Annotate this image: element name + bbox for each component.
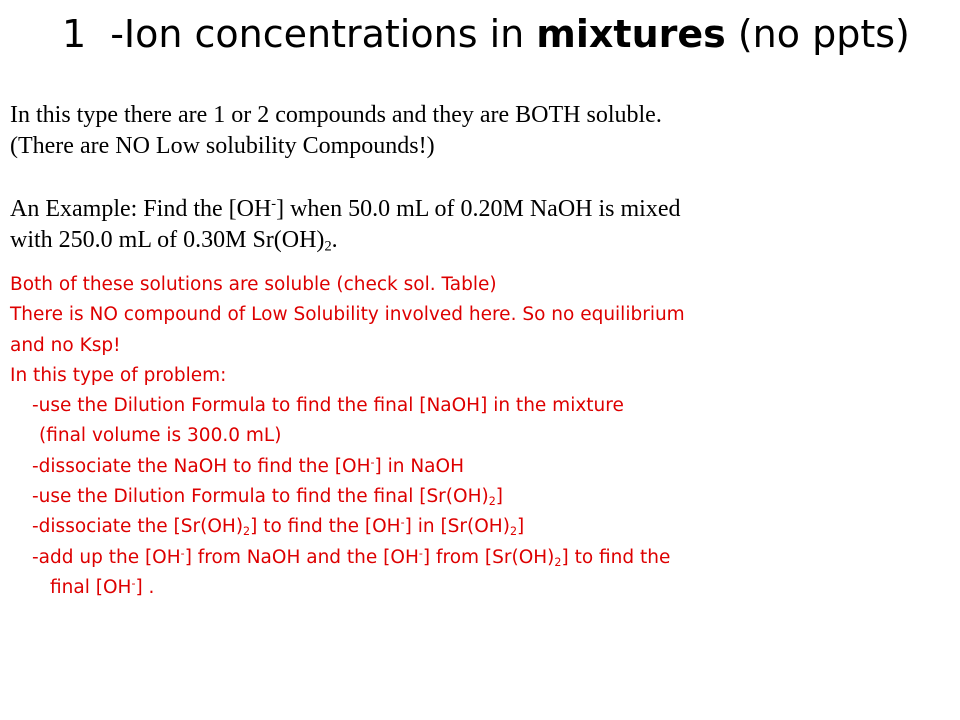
- step-text: -use the Dilution Formula to find the final [Sr(OH): [32, 486, 489, 508]
- step-text: -dissociate the NaOH to find the [OH: [32, 455, 371, 477]
- step-text: -dissociate the [Sr(OH): [32, 516, 244, 538]
- superscript: -: [180, 546, 185, 560]
- title-suffix: (no ppts): [725, 12, 910, 56]
- superscript: -: [271, 196, 277, 213]
- title-prefix: -Ion concentrations in: [110, 12, 537, 56]
- note-line: and no Ksp!: [10, 334, 121, 356]
- example-text: with 250.0 mL of 0.30M Sr(OH): [10, 227, 325, 253]
- title-bold-word: mixtures: [536, 12, 726, 56]
- subscript: 2: [488, 494, 496, 508]
- slide-number: 1: [62, 12, 87, 56]
- step-line: -use the Dilution Formula to find the final [NaOH] in the mixture: [32, 395, 624, 417]
- slide-title: [62, 8, 910, 60]
- step-text: ] to find the: [561, 546, 671, 568]
- step-text: ] in NaOH: [374, 455, 464, 477]
- note-line: Both of these solutions are soluble (check sol. Table): [10, 274, 497, 295]
- step-text: ] in [Sr(OH): [404, 516, 510, 538]
- step-text: ]: [517, 516, 525, 538]
- subscript: 2: [509, 525, 517, 539]
- superscript: -: [418, 546, 423, 560]
- step-line: [10, 452, 685, 482]
- step-line: [10, 512, 685, 542]
- intro-line-1: In this type there are 1 or 2 compounds and they are BOTH soluble.: [10, 102, 662, 128]
- superscript: -: [370, 455, 375, 469]
- step-text: -add up the [OH: [32, 546, 181, 568]
- step-line: [10, 573, 685, 603]
- example-paragraph: [10, 194, 680, 256]
- intro-line-2: (There are NO Low solubility Compounds!): [10, 133, 435, 159]
- step-line: [10, 543, 685, 573]
- example-line-1: [10, 194, 680, 225]
- subscript: 2: [554, 555, 562, 569]
- step-text: final [OH: [50, 576, 132, 598]
- step-line: [10, 482, 685, 512]
- example-text: An Example: Find the [OH: [10, 196, 272, 222]
- example-text: ] when 50.0 mL of 0.20M NaOH is mixed: [276, 196, 681, 222]
- superscript: -: [131, 576, 136, 590]
- subscript: 2: [324, 238, 332, 255]
- note-line: In this type of problem:: [10, 364, 227, 386]
- step-text: ] .: [135, 576, 155, 598]
- subscript: 2: [243, 525, 251, 539]
- step-text: ]: [495, 486, 503, 508]
- example-line-2: [10, 225, 680, 256]
- step-line: (final volume is 300.0 mL): [39, 425, 282, 447]
- step-text: ] from NaOH and the [OH: [184, 546, 419, 568]
- superscript: -: [400, 516, 405, 530]
- step-text: ] to find the [OH: [250, 516, 401, 538]
- step-text: ] from [Sr(OH): [422, 546, 555, 568]
- note-line: There is NO compound of Low Solubility involved here. So no equilibrium: [10, 304, 685, 326]
- intro-paragraph: [10, 100, 662, 162]
- solution-notes: [10, 270, 685, 603]
- example-text: .: [331, 227, 338, 253]
